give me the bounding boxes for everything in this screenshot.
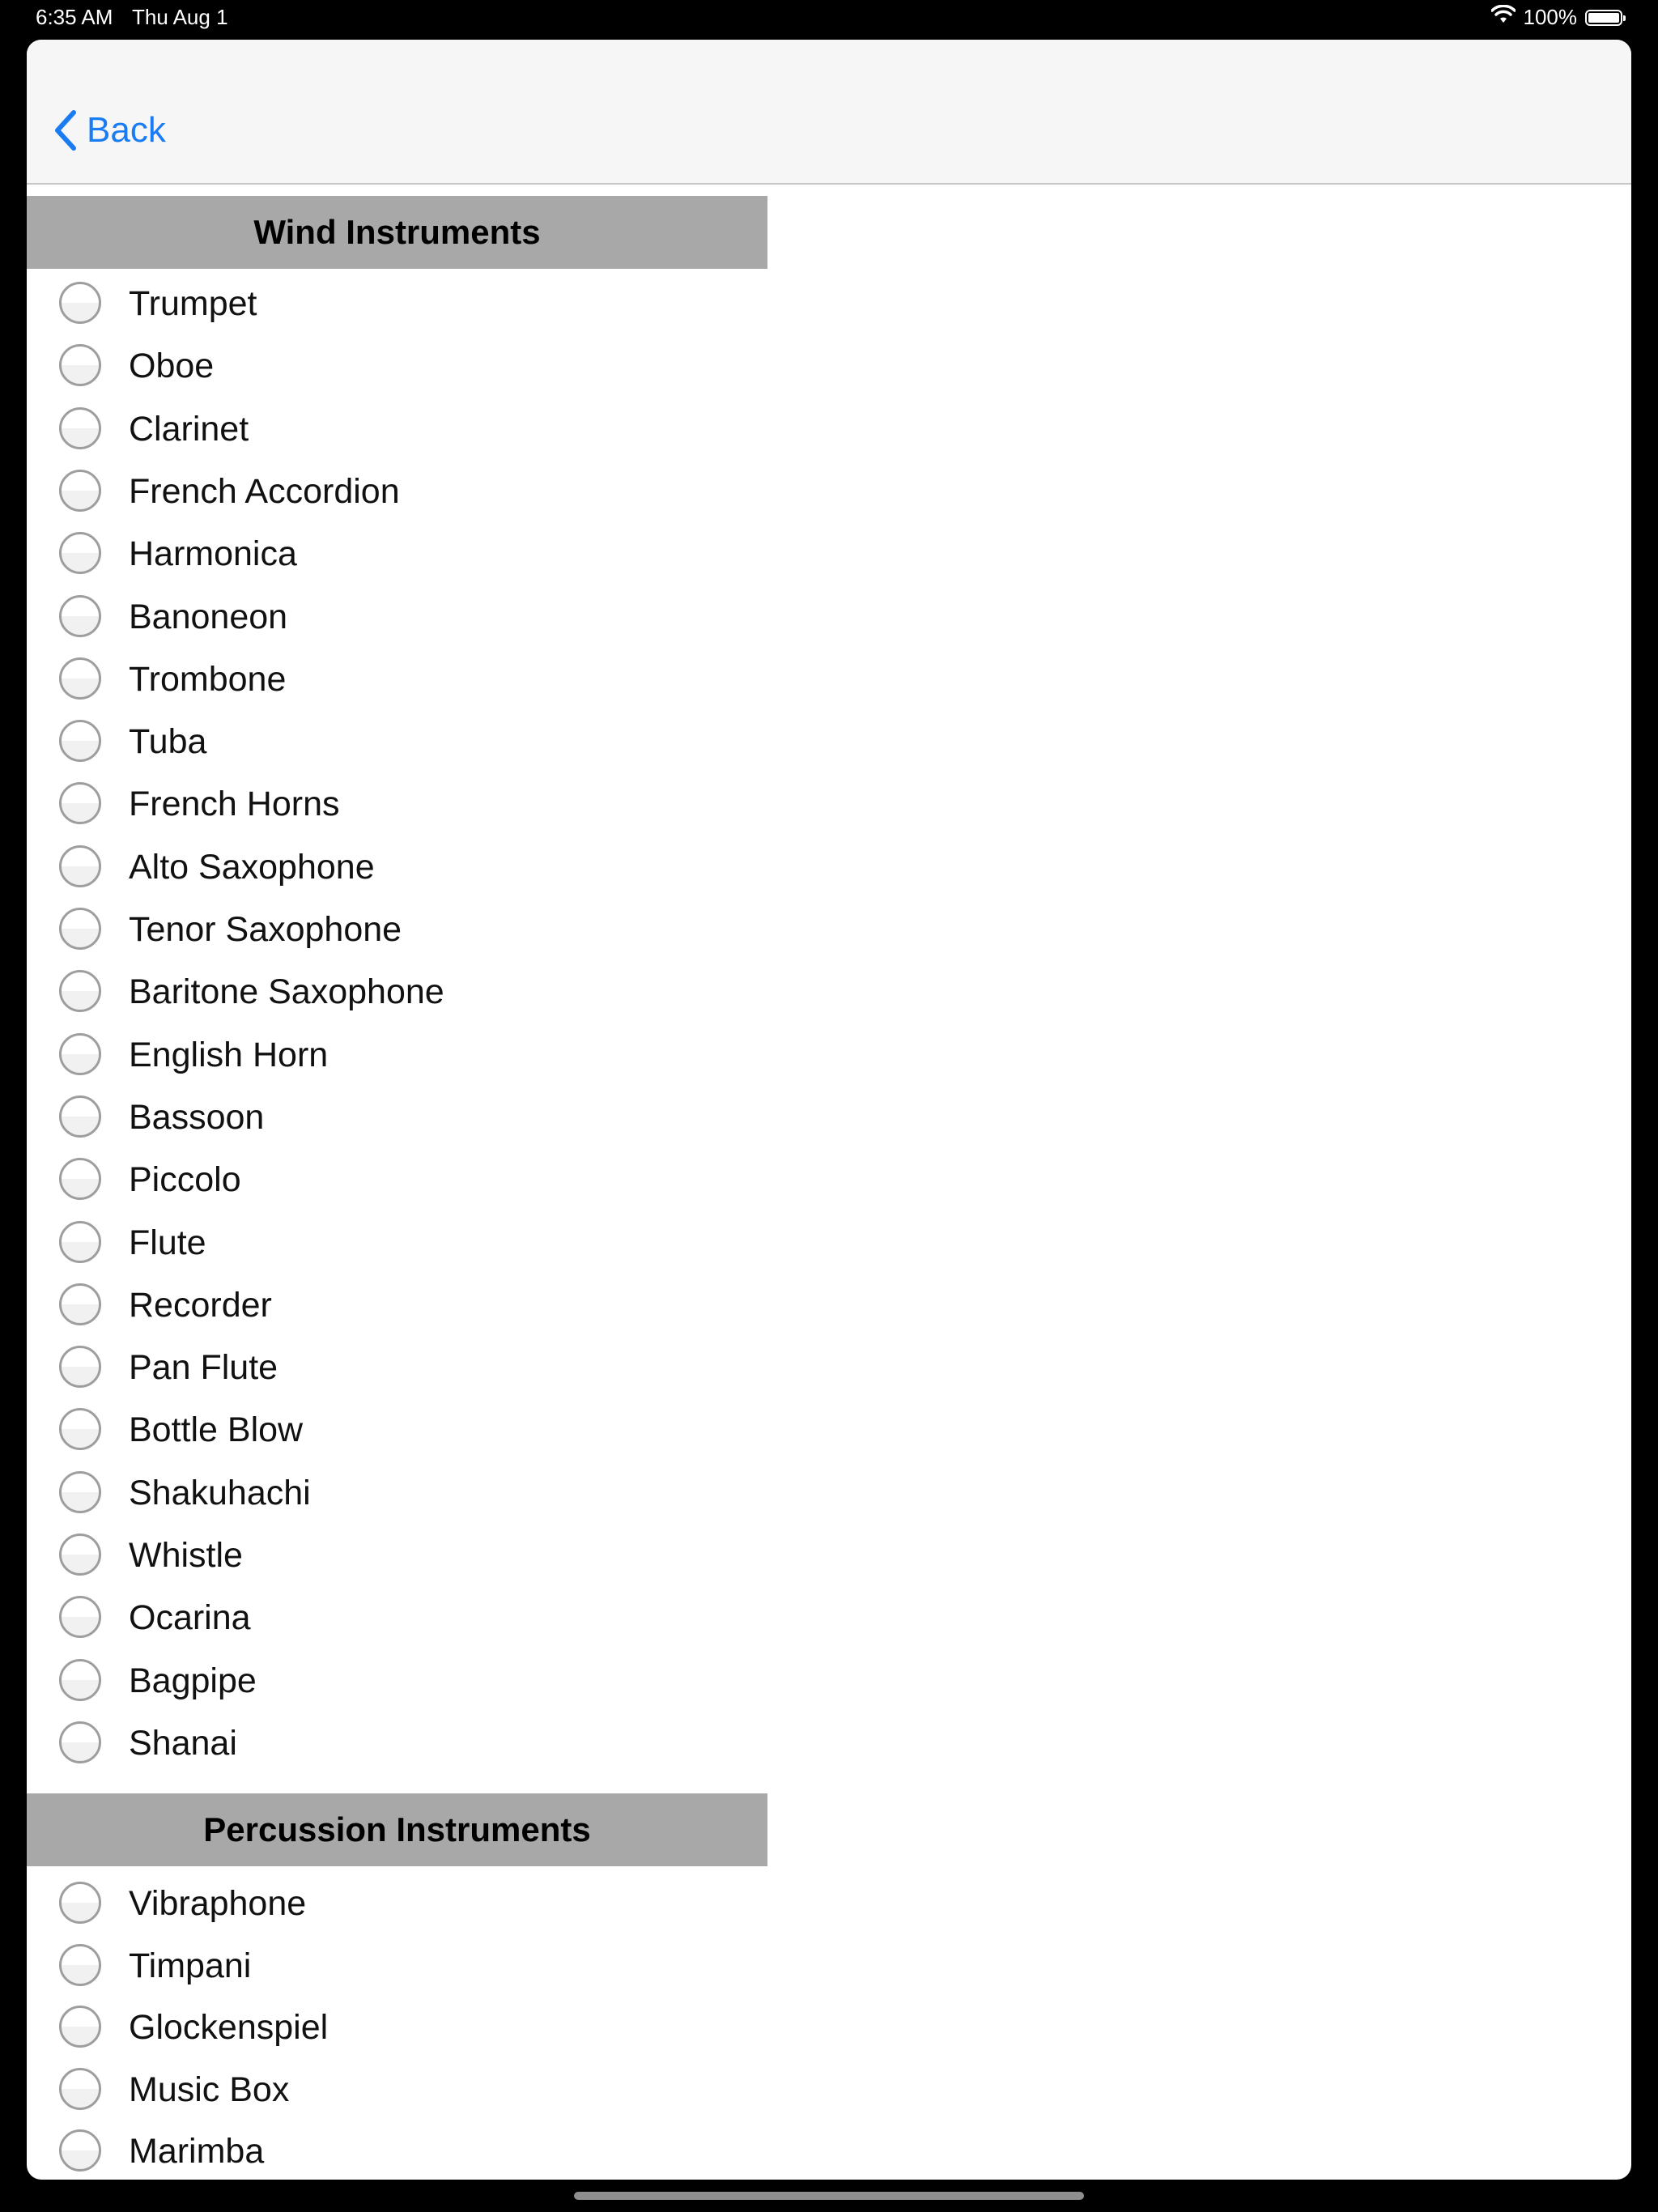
- radio-button[interactable]: [59, 1158, 101, 1200]
- radio-button[interactable]: [59, 1408, 101, 1450]
- instrument-label: Trumpet: [129, 284, 257, 323]
- radio-button[interactable]: [59, 1033, 101, 1075]
- instrument-label: Piccolo: [129, 1160, 241, 1200]
- radio-button[interactable]: [59, 1471, 101, 1513]
- instrument-label: Bagpipe: [129, 1661, 257, 1700]
- list-item[interactable]: [27, 1937, 767, 1993]
- radio-button[interactable]: [59, 2068, 101, 2110]
- radio-button[interactable]: [59, 657, 101, 700]
- instrument-label: English Horn: [129, 1035, 329, 1074]
- instrument-label: Alto Saxophone: [129, 847, 375, 887]
- instrument-label: Pan Flute: [129, 1348, 278, 1388]
- instrument-label: Music Box: [129, 2069, 290, 2109]
- battery-level: [1588, 13, 1619, 23]
- radio-button[interactable]: [59, 1221, 101, 1263]
- instrument-label: Timpani: [129, 1946, 252, 1985]
- list-item[interactable]: [27, 588, 767, 644]
- instrument-label: Flute: [129, 1223, 206, 1262]
- navigation-bar: [27, 40, 1631, 185]
- radio-button[interactable]: [59, 1534, 101, 1576]
- list-item[interactable]: [27, 2061, 767, 2117]
- battery-percentage: 100%: [1523, 5, 1577, 29]
- instrument-label: Marimba: [129, 2132, 265, 2171]
- list-item[interactable]: [27, 337, 767, 393]
- list-item[interactable]: [27, 400, 767, 457]
- instrument-label: Banoneon: [129, 597, 288, 636]
- instrument-label: Glockenspiel: [129, 2008, 329, 2047]
- radio-button[interactable]: [59, 1095, 101, 1138]
- radio-button[interactable]: [59, 1944, 101, 1986]
- radio-button[interactable]: [59, 1659, 101, 1701]
- radio-button[interactable]: [59, 344, 101, 386]
- list-item[interactable]: [27, 650, 767, 707]
- wifi-icon: [1491, 5, 1516, 30]
- status-bar: [0, 0, 1658, 37]
- chevron-left-icon: [51, 109, 79, 151]
- radio-button[interactable]: [59, 970, 101, 1012]
- radio-button[interactable]: [59, 1283, 101, 1325]
- status-time: 6:35 AM: [36, 5, 113, 29]
- instrument-label: Vibraphone: [129, 1884, 307, 1923]
- instrument-label: Bassoon: [129, 1097, 265, 1137]
- list-item[interactable]: [27, 1214, 767, 1270]
- list-item[interactable]: [27, 1088, 767, 1145]
- radio-button[interactable]: [59, 908, 101, 950]
- list-item[interactable]: [27, 1589, 767, 1645]
- list-item[interactable]: [27, 1998, 767, 2055]
- list-item[interactable]: [27, 775, 767, 832]
- instrument-label: Harmonica: [129, 534, 297, 574]
- instrument-label: Oboe: [129, 347, 215, 386]
- list-item[interactable]: [27, 2122, 767, 2179]
- modal-sheet: [27, 40, 1631, 2180]
- radio-button[interactable]: [59, 845, 101, 887]
- list-item[interactable]: [27, 1652, 767, 1708]
- instrument-label: Shanai: [129, 1723, 237, 1763]
- list-item[interactable]: [27, 462, 767, 519]
- list-item[interactable]: [27, 1026, 767, 1083]
- back-button[interactable]: [51, 109, 166, 151]
- list-item[interactable]: [27, 838, 767, 895]
- instrument-label: Baritone Saxophone: [129, 972, 444, 1012]
- instrument-label: Bottle Blow: [129, 1410, 304, 1450]
- list-item[interactable]: [27, 713, 767, 769]
- instrument-label: Tenor Saxophone: [129, 910, 402, 949]
- list-item[interactable]: [27, 525, 767, 581]
- list-item[interactable]: [27, 1276, 767, 1333]
- radio-button[interactable]: [59, 1596, 101, 1638]
- radio-button[interactable]: [59, 532, 101, 574]
- home-indicator: [574, 2192, 1084, 2200]
- instrument-label: Shakuhachi: [129, 1473, 311, 1512]
- instrument-label: Ocarina: [129, 1598, 251, 1638]
- radio-button[interactable]: [59, 1882, 101, 1924]
- status-date: Thu Aug 1: [132, 5, 228, 29]
- radio-button[interactable]: [59, 1721, 101, 1763]
- radio-button[interactable]: [59, 2129, 101, 2172]
- radio-button[interactable]: [59, 1346, 101, 1388]
- instrument-label: Recorder: [129, 1285, 272, 1325]
- instrument-label: Trombone: [129, 659, 287, 699]
- instrument-label: Whistle: [129, 1536, 243, 1575]
- list-item[interactable]: [27, 1401, 767, 1457]
- instrument-label: Clarinet: [129, 409, 249, 449]
- list-item[interactable]: [27, 1151, 767, 1207]
- radio-button[interactable]: [59, 782, 101, 824]
- radio-button[interactable]: [59, 282, 101, 324]
- battery-icon: [1585, 10, 1622, 26]
- list-item[interactable]: [27, 1464, 767, 1521]
- section-header-wind: Wind Instruments: [27, 196, 767, 269]
- radio-button[interactable]: [59, 720, 101, 762]
- radio-button[interactable]: [59, 407, 101, 449]
- list-item[interactable]: [27, 1338, 767, 1395]
- back-label: Back: [87, 110, 166, 150]
- list-item[interactable]: [27, 274, 767, 331]
- radio-button[interactable]: [59, 470, 101, 512]
- list-item[interactable]: [27, 900, 767, 957]
- instrument-label: French Horns: [129, 785, 340, 824]
- list-item[interactable]: [27, 1874, 767, 1931]
- status-right: [1491, 5, 1623, 30]
- radio-button[interactable]: [59, 2006, 101, 2048]
- instrument-label: Tuba: [129, 722, 207, 762]
- section-header-percussion: Percussion Instruments: [27, 1793, 767, 1866]
- list-item[interactable]: [27, 963, 767, 1019]
- radio-button[interactable]: [59, 595, 101, 637]
- list-item[interactable]: [27, 1714, 767, 1771]
- list-item[interactable]: [27, 1526, 767, 1583]
- instrument-label: French Accordion: [129, 471, 400, 511]
